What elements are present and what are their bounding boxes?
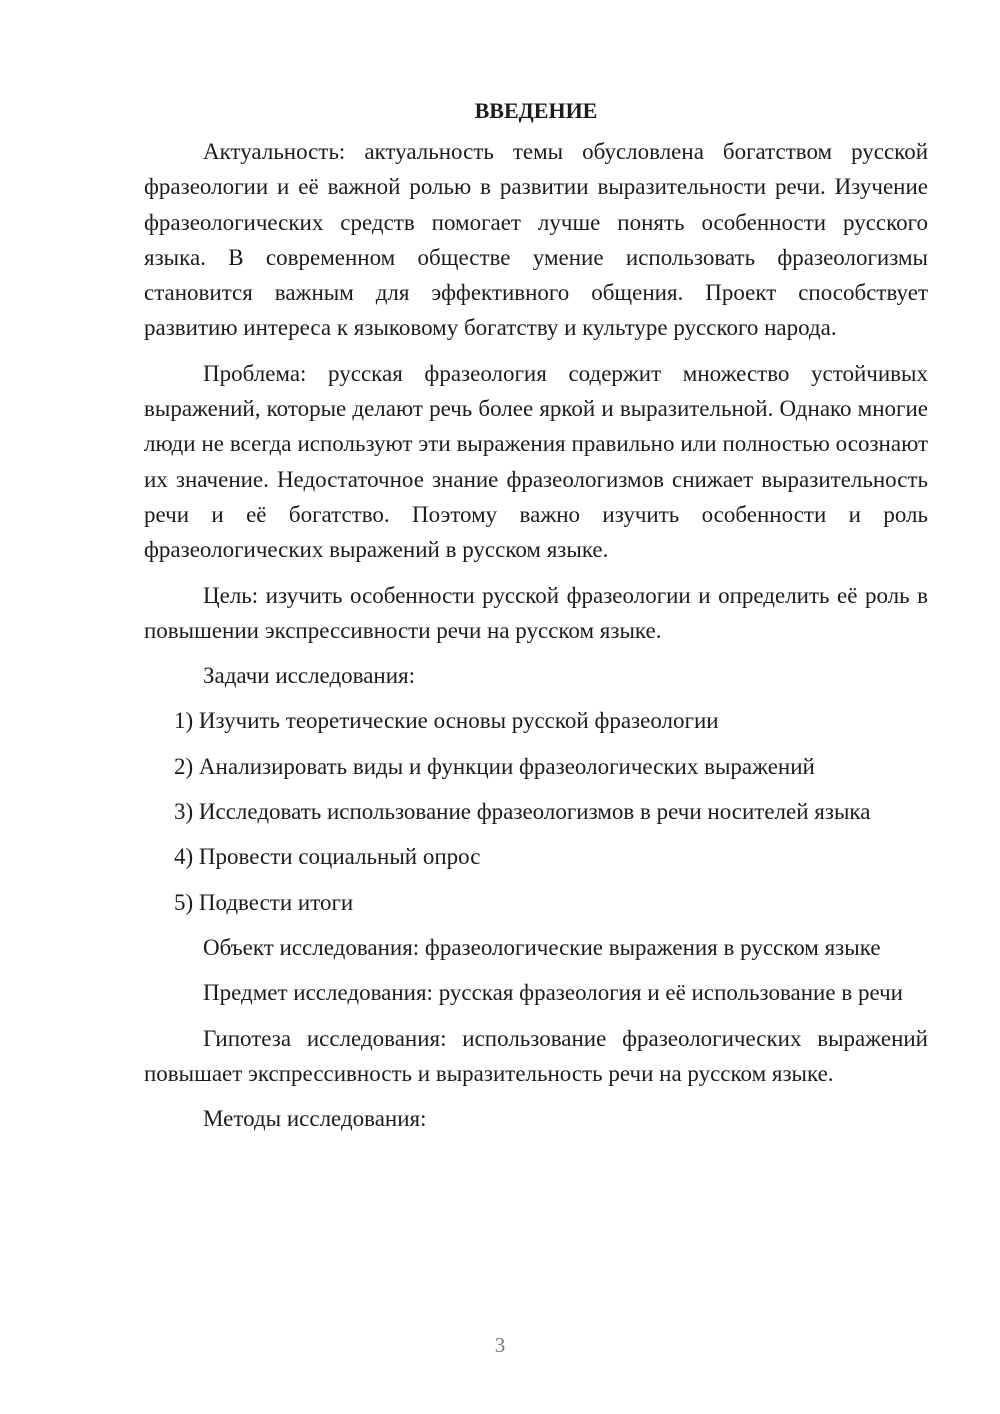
list-item: 1) Изучить теоретические основы русской фразеологии [174,708,719,734]
paragraph-subject: Предмет исследования: русская фразеология и её использование в речи [203,980,903,1006]
page-number: 3 [494,1333,506,1357]
tasks-heading: Задачи исследования: [203,663,416,689]
section-title: ВВЕДЕНИЕ [474,98,598,123]
tasks-list [144,703,928,919]
page-content [144,96,928,1146]
list-item: 5) Подвести итоги [174,889,354,915]
paragraph-object: Объект исследования: фразеологические выражения в русском языке [203,934,881,960]
paragraph-relevance: Актуальность: актуальность темы обусловлена богатством русской фразеологии и её важной ролью в развитии выразительности речи. Изучение фразеологических средств помогает лучше понять особенности русского языка. В современном обществе умение использовать фразеологизмы становится важным для эффективного общения. Проект способствует развитию интереса к языковому богатству и культуре русского народа. [144,139,928,341]
paragraph-problem: Проблема: русская фразеология содержит множество устойчивых выражений, которые делают речь более яркой и выразительной. Однако многие люди не всегда используют эти выражения правильно или полностью осознают их значение. Недостаточное знание фразеологизмов снижает выразительность речи и её богатство. Поэтому важно изучить особенности и роль фразеологических выражений в русском языке. [144,360,928,563]
list-item: 3) Исследовать использование фразеологизмов в речи носителей языка [174,799,871,825]
list-item: 2) Анализировать виды и функции фразеологических выражений [174,753,815,779]
paragraph-goal: Цель: изучить особенности русской фразеологии и определить её роль в повышении экспрессивности речи на русском языке. [144,582,928,643]
list-item: 4) Провести социальный опрос [174,844,481,870]
paragraph-hypothesis: Гипотеза исследования: использование фразеологических выражений повышает экспрессивность и выразительность речи на русском языке. [144,1025,928,1086]
methods-heading: Методы исследования: [203,1106,427,1132]
